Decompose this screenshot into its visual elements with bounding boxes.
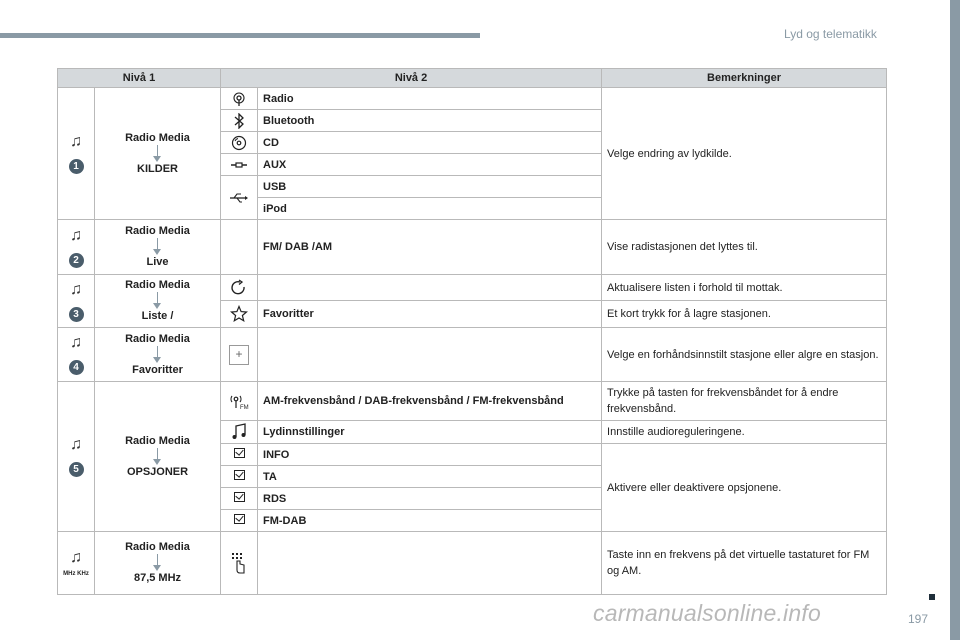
keypad-icon [221, 532, 258, 595]
remark: Velge en forhåndsinnstilt stasjone eller algre en stasjon. [602, 328, 887, 382]
refresh-icon [221, 275, 258, 301]
menu-path [95, 88, 221, 220]
table-row [58, 532, 887, 595]
path-bottom: OPSJONER [126, 465, 189, 478]
header-bar [0, 33, 480, 38]
band-icon [221, 382, 258, 421]
svg-text:FM: FM [240, 405, 249, 410]
checkbox-icon-cell [221, 488, 258, 510]
header-remarks: Bemerkninger [602, 69, 887, 88]
remark: Velge endring av lydkilde. [602, 88, 887, 220]
menu-path [95, 328, 221, 382]
step-badge: 3 [69, 307, 84, 322]
path-bottom: Liste / [141, 310, 174, 322]
table-row [58, 88, 887, 110]
source-cell [58, 275, 95, 328]
table-row [58, 328, 887, 382]
source-cell [58, 88, 95, 220]
star-icon [221, 301, 258, 328]
path-bottom: Live [146, 256, 169, 268]
option-label: TA [258, 466, 602, 488]
path-bottom: Favoritter [132, 363, 183, 376]
arrow-down-icon [152, 448, 163, 466]
arrow-down-icon [152, 292, 163, 310]
option-label: CD [258, 132, 602, 154]
step-badge: 1 [69, 159, 84, 174]
aux-icon [221, 154, 258, 176]
music-note-icon: ♫ [70, 548, 82, 566]
preset-icon [229, 345, 249, 365]
option-label: FM/ DAB /AM [258, 220, 602, 275]
remark: Et kort trykk for å lagre stasjonen. [602, 301, 887, 328]
path-top: Radio Media [125, 279, 190, 291]
source-cell [58, 382, 95, 532]
checkbox-icon-cell [221, 444, 258, 466]
page-number: 197 [908, 612, 929, 626]
checkbox-icon [234, 514, 245, 524]
remark: Aktualisere listen i forhold til mottak. [602, 275, 887, 301]
option-label: Radio [258, 88, 602, 110]
option-label [258, 275, 602, 301]
music-note-icon: ♫ [70, 334, 82, 351]
watermark: carmanualsonline.info [593, 600, 821, 626]
remark: Vise radistasjonen det lyttes til. [602, 220, 887, 275]
step-badge: 4 [69, 360, 84, 375]
menu-path [95, 275, 221, 328]
arrow-down-icon [152, 238, 163, 256]
table-row [58, 220, 887, 275]
option-label [258, 532, 602, 595]
table-row [58, 275, 887, 301]
source-cell [58, 532, 95, 595]
checkbox-icon-cell [221, 466, 258, 488]
music-note-icon: ♫ [70, 436, 82, 453]
unit-label: MHz KHz [63, 570, 89, 577]
arrow-down-icon [152, 145, 163, 163]
step-badge: 5 [69, 462, 84, 477]
path-top: Radio Media [125, 131, 190, 144]
option-label: AM-frekvensbånd / DAB-frekvensbånd / FM-frekvensbånd [258, 382, 602, 421]
path-bottom: 87,5 MHz [133, 572, 182, 584]
option-label: iPod [258, 198, 602, 220]
option-label: AUX [258, 154, 602, 176]
table-row [58, 382, 887, 421]
radio-icon [221, 88, 258, 110]
path-top: Radio Media [125, 434, 190, 447]
music-note-icon: ♫ [70, 226, 82, 244]
preset-icon-cell [221, 328, 258, 382]
remark: Trykke på tasten for frekvensbåndet for å endre frekvensbånd. [602, 382, 887, 421]
music-note-icon: ♫ [70, 133, 82, 150]
source-cell [58, 328, 95, 382]
source-cell [58, 220, 95, 275]
option-label: Bluetooth [258, 110, 602, 132]
cd-icon [221, 132, 258, 154]
option-label: INFO [258, 444, 602, 466]
option-label [258, 328, 602, 382]
option-label: Lydinnstillinger [258, 421, 602, 444]
remark: Taste inn en frekvens på det virtuelle tastaturet for FM og AM. [602, 532, 887, 595]
checkbox-icon-cell [221, 510, 258, 532]
path-bottom: KILDER [137, 162, 178, 175]
bluetooth-icon [221, 110, 258, 132]
audio-settings-icon [221, 421, 258, 444]
option-label: USB [258, 176, 602, 198]
page-marker [929, 594, 935, 600]
usb-icon [221, 176, 258, 220]
arrow-down-icon [152, 554, 163, 572]
checkbox-icon [234, 448, 245, 458]
option-label: Favoritter [258, 301, 602, 328]
header-level-1: Nivå 1 [58, 69, 221, 88]
remark: Aktivere eller deaktivere opsjonene. [602, 444, 887, 532]
path-top: Radio Media [125, 541, 190, 553]
menu-path [95, 532, 221, 595]
option-label: FM-DAB [258, 510, 602, 532]
arrow-down-icon [152, 346, 163, 364]
checkbox-icon [234, 470, 245, 480]
remark: Innstille audioreguleringene. [602, 421, 887, 444]
side-tab-bar [950, 0, 960, 640]
path-top: Radio Media [125, 225, 190, 237]
table-header-row [58, 69, 887, 88]
path-top: Radio Media [125, 332, 190, 345]
menu-path [95, 220, 221, 275]
music-note-icon: ♫ [70, 280, 82, 298]
option-label: RDS [258, 488, 602, 510]
radio-menu-table [57, 68, 887, 595]
menu-path [95, 382, 221, 532]
header-level-2: Nivå 2 [221, 69, 602, 88]
checkbox-icon [234, 492, 245, 502]
empty-icon-cell [221, 220, 258, 275]
section-title: Lyd og telematikk [784, 27, 877, 41]
step-badge: 2 [69, 253, 84, 268]
